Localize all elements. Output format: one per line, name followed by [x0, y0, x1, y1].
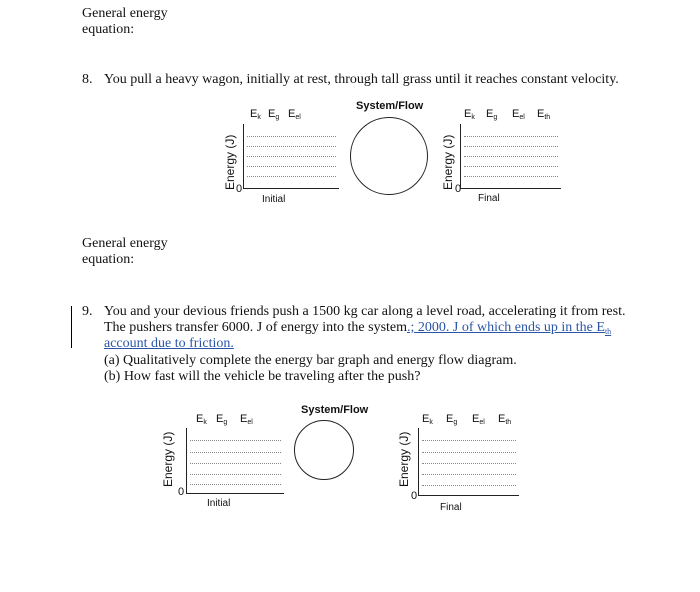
general-energy-label-top: General energy equation:	[82, 6, 168, 37]
q8-final-header: $E_k$ $E_g$ $E_{el}$ $E_{th}$	[464, 108, 551, 121]
q8-initial-header: $E_k$ $E_g$ $E_{el}$	[250, 108, 301, 121]
q9-initial-header: $E_k$ $E_g$ $E_{el}$	[196, 413, 253, 426]
q9-part-a: (a) Qualitatively complete the energy bar graph and energy flow diagram.	[104, 353, 517, 368]
q9-initial-energy-axis-label: Energy (J)	[161, 431, 175, 487]
q9-line1: You and your devious friends push a 1500 kg car along a level road, accelerating it from rest.	[104, 304, 626, 319]
q9-final-label: Final	[440, 502, 462, 513]
q8-number: 8.	[82, 72, 93, 87]
q9-line3-link[interactable]: account due to friction.	[104, 336, 234, 351]
q9-line2-link-a[interactable]: .; 2000. J of	[407, 320, 478, 335]
q8-system-circle[interactable]	[350, 117, 428, 195]
q9-initial-zero: 0	[178, 486, 185, 498]
general-energy-label-mid: General energy equation:	[82, 236, 168, 267]
q8-final-energy-axis-label: Energy (J)	[441, 134, 455, 190]
q8-text: You pull a heavy wagon, initially at rest, through tall grass until it reaches constant velocity.	[104, 72, 619, 87]
q9-final-energy-axis-label: Energy (J)	[397, 431, 411, 487]
q8-initial-energy-axis-label: Energy (J)	[223, 134, 237, 190]
q9-number: 9.	[82, 304, 93, 319]
q9-initial-bar-chart[interactable]	[186, 428, 284, 494]
q9-final-bar-chart[interactable]	[418, 428, 519, 496]
q9-system-circle[interactable]	[294, 420, 354, 480]
q9-final-header: $E_k$ $E_g$ $E_{el}$ $E_{th}$	[422, 413, 512, 426]
q8-final-zero: 0	[455, 183, 462, 195]
q9-line2: The pushers transfer 6000. J of energy into the system.; 2000. J of which ends up in the $E_{th}$	[104, 320, 612, 336]
q9-system-flow-label: System/Flow	[301, 404, 369, 416]
q8-initial-label: Initial	[262, 194, 286, 205]
change-bar	[71, 306, 72, 348]
q9-final-zero: 0	[411, 490, 418, 502]
q8-initial-bar-chart[interactable]	[243, 124, 339, 189]
q8-system-flow-label: System/Flow	[356, 100, 424, 112]
q9-part-b: (b) How fast will the vehicle be traveling after the push?	[104, 369, 421, 384]
q8-initial-zero: 0	[236, 183, 243, 195]
q9-line2-link-b[interactable]: which ends up in the E	[477, 320, 605, 335]
q9-initial-label: Initial	[207, 498, 231, 509]
q8-final-bar-chart[interactable]	[460, 124, 561, 189]
q8-final-label: Final	[478, 193, 500, 204]
